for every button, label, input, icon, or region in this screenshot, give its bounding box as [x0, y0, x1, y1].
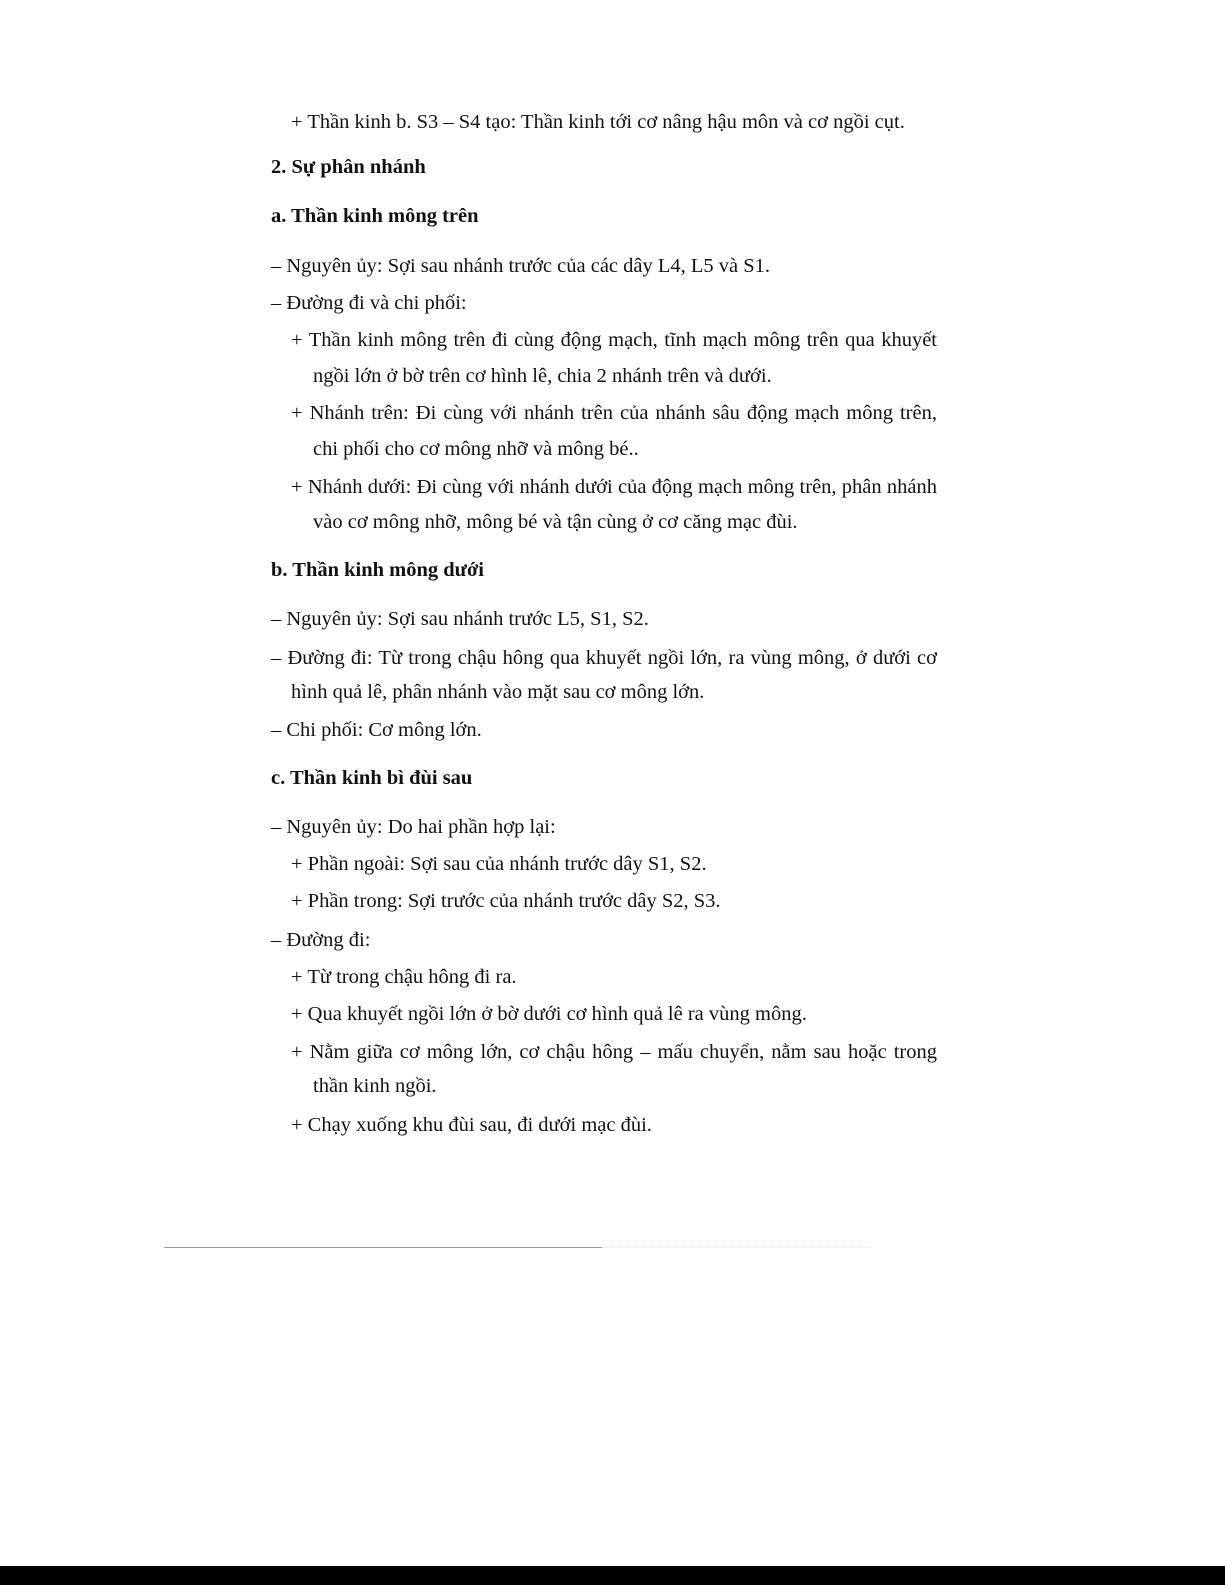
bottom-edge-bar [0, 1566, 1225, 1585]
text-line: chi phối cho cơ mông nhỡ và mông bé.. [313, 438, 639, 460]
text-line: – Đường đi và chi phối: [271, 292, 467, 314]
text-line: + Thần kinh b. S3 – S4 tạo: Thần kinh tới cơ nâng hậu môn và cơ ngồi cụt. [291, 111, 905, 133]
section-heading: b. Thần kinh mông dưới [271, 559, 485, 581]
text-line: + Phần ngoài: Sợi sau của nhánh trước dây S1, S2. [291, 853, 707, 875]
text-line: + Nhánh trên: Đi cùng với nhánh trên của nhánh sâu động mạch mông trên, [291, 402, 937, 424]
text-line: ngồi lớn ở bờ trên cơ hình lê, chia 2 nhánh trên và dưới. [313, 365, 772, 387]
text-line: + Qua khuyết ngồi lớn ở bờ dưới cơ hình quả lê ra vùng mông. [291, 1003, 807, 1025]
footer-divider [164, 1247, 602, 1248]
footer-divider-faint [602, 1247, 870, 1248]
text-line: – Nguyên ủy: Sợi sau nhánh trước của các dây L4, L5 và S1. [271, 255, 771, 277]
text-line: – Chi phối: Cơ mông lớn. [271, 719, 482, 741]
text-line: – Đường đi: [271, 929, 371, 951]
text-line: hình quả lê, phân nhánh vào mặt sau cơ mông lớn. [291, 681, 705, 703]
section-heading: c. Thần kinh bì đùi sau [271, 767, 473, 789]
text-line: + Nhánh dưới: Đi cùng với nhánh dưới của động mạch mông trên, phân nhánh [291, 476, 937, 498]
text-line: thần kinh ngồi. [313, 1075, 437, 1097]
text-line: + Phần trong: Sợi trước của nhánh trước dây S2, S3. [291, 890, 721, 912]
text-line: – Nguyên ủy: Do hai phần hợp lại: [271, 816, 556, 838]
text-line: + Từ trong chậu hông đi ra. [291, 966, 517, 988]
section-heading: 2. Sự phân nhánh [271, 156, 426, 178]
text-line: – Nguyên ủy: Sợi sau nhánh trước L5, S1, S2. [271, 608, 649, 630]
text-line: + Thần kinh mông trên đi cùng động mạch, tĩnh mạch mông trên qua khuyết [291, 329, 937, 351]
text-line: + Chạy xuống khu đùi sau, đi dưới mạc đùi. [291, 1114, 652, 1136]
text-line: vào cơ mông nhỡ, mông bé và tận cùng ở cơ căng mạc đùi. [313, 511, 798, 533]
section-heading: a. Thần kinh mông trên [271, 205, 479, 227]
text-line: + Nằm giữa cơ mông lớn, cơ chậu hông – mấu chuyển, nằm sau hoặc trong [291, 1041, 937, 1063]
text-line: – Đường đi: Từ trong chậu hông qua khuyết ngồi lớn, ra vùng mông, ở dưới cơ [271, 647, 937, 669]
